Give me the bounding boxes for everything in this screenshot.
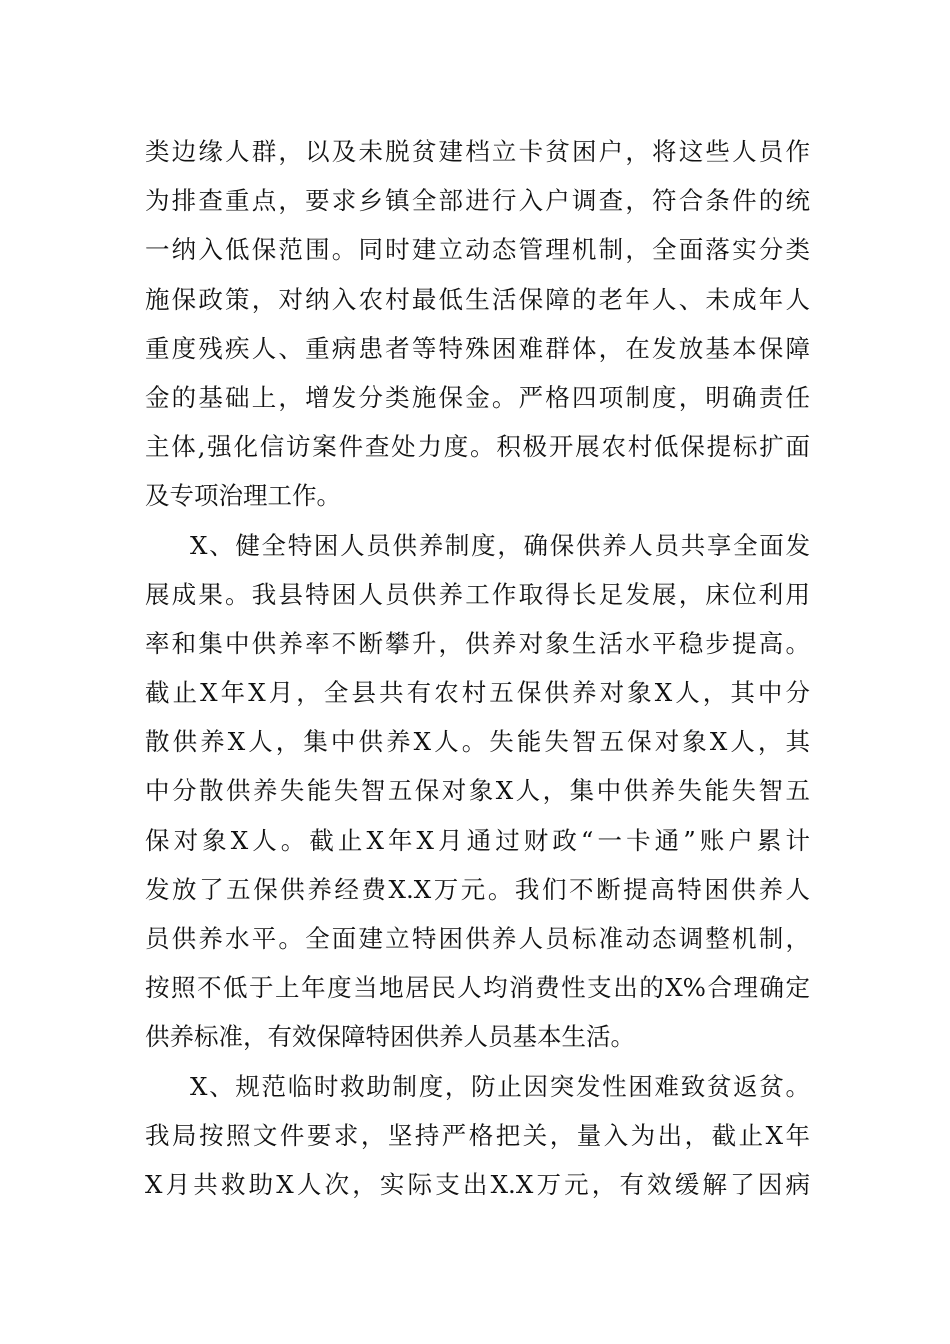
text-line: 按照不低于上年度当地居民人均消费性支出的X%合理确定 [145,973,810,1003]
text-line: 主体,强化信访案件查处力度。积极开展农村低保提标扩面 [145,432,810,462]
text-line: 员供养水平。全面建立特困供养人员标准动态调整机制， [145,924,810,953]
text-line: 我局按照文件要求，坚持严格把关，量入为出，截止X年 [145,1120,810,1150]
text-line: 散供养X人，集中供养X人。失能失智五保对象X人，其 [145,727,810,757]
paragraph-heading-line: X、健全特困人员供养制度，确保供养人员共享全面发 [190,530,810,560]
text-line: 重度残疾人、重病患者等特殊困难群体，在发放基本保障 [145,333,810,363]
text-line: 为排查重点，要求乡镇全部进行入户调查，符合条件的统 [145,186,810,216]
text-line: 供养标准，有效保障特困供养人员基本生活。 [145,1022,635,1052]
text-line: 截止X年X月，全县共有农村五保供养对象X人，其中分 [145,678,810,708]
text-line: 金的基础上，增发分类施保金。严格四项制度，明确责任 [145,382,810,412]
paragraph-heading-line: X、规范临时救助制度，防止因突发性困难致贫返贫。 [190,1071,810,1101]
text-line: 率和集中供养率不断攀升，供养对象生活水平稳步提高。 [145,628,810,658]
text-line: 类边缘人群，以及未脱贫建档立卡贫困户，将这些人员作 [145,137,810,166]
text-line: 发放了五保供养经费X.X万元。我们不断提高特困供养人 [145,874,810,904]
text-line: X月共救助X人次，实际支出X.X万元，有效缓解了因病 [145,1169,810,1199]
text-line: 施保政策，对纳入农村最低生活保障的老年人、未成年人 [145,284,810,314]
text-line: 展成果。我县特困人员供养工作取得长足发展，床位利用 [145,579,810,609]
text-line: 及专项治理工作。 [145,481,341,511]
text-line: 中分散供养失能失智五保对象X人，集中供养失能失智五 [145,776,810,806]
text-line: 一纳入低保范围。同时建立动态管理机制，全面落实分类 [145,235,810,265]
body-text [145,127,810,1209]
text-line: 保对象X人。截止X年X月通过财政“一卡通”账户累计 [145,825,810,855]
